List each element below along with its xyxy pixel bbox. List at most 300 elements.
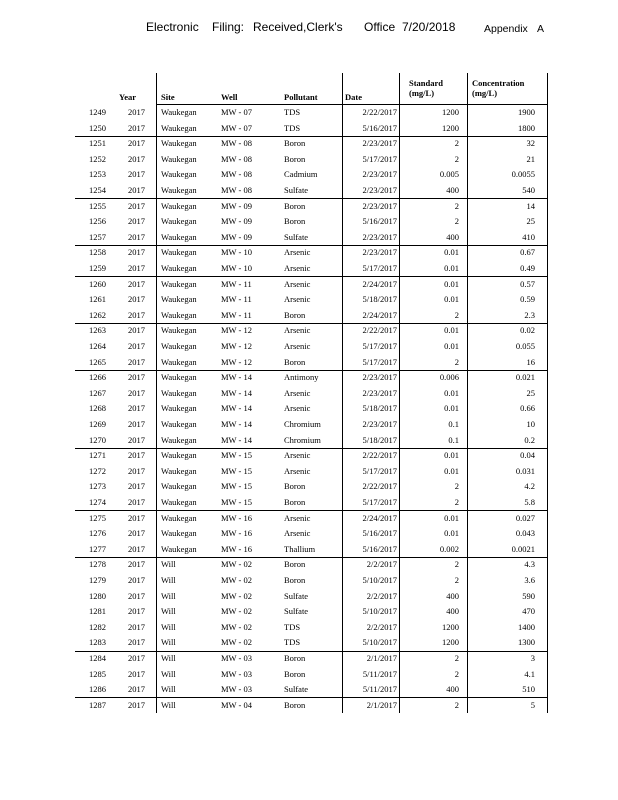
site-cell: Waukegan — [161, 465, 197, 476]
year-cell: 2017 — [128, 341, 145, 351]
standard-cell: 2 — [454, 481, 459, 492]
concentration-cell: 0.57 — [520, 278, 535, 289]
year-cell: 2017 — [128, 465, 145, 476]
date-cell: 2/23/2017 — [362, 169, 397, 180]
date-cell: 2/2/2017 — [366, 559, 397, 570]
year-cell: 2017 — [128, 403, 145, 414]
date-cell: 2/23/2017 — [362, 372, 397, 383]
site-cell: Waukegan — [161, 403, 197, 414]
row-id: 1276 — [89, 528, 106, 539]
concentration-cell: 5 — [530, 699, 535, 710]
date-cell: 5/11/2017 — [362, 668, 397, 679]
date-cell: 5/16/2017 — [362, 216, 397, 227]
site-cell: Waukegan — [161, 512, 197, 523]
date-cell: 5/18/2017 — [362, 294, 397, 305]
well-cell: MW - 11 — [221, 294, 252, 305]
year-cell: 2017 — [128, 543, 145, 554]
year-cell: 2017 — [128, 122, 145, 133]
standard-cell: 0.01 — [444, 278, 459, 289]
year-cell: 2017 — [128, 387, 145, 398]
pollutant-cell: Boron — [284, 200, 306, 211]
site-cell: Waukegan — [161, 278, 197, 289]
row-id: 1261 — [89, 294, 106, 305]
well-cell: MW - 07 — [221, 107, 253, 117]
site-cell: Waukegan — [161, 200, 197, 211]
year-cell: 2017 — [128, 590, 145, 601]
table-row — [75, 542, 548, 558]
well-cell: MW - 14 — [221, 434, 253, 445]
row-id: 1260 — [89, 278, 106, 289]
filing-stamp-received: Received,Clerk's — [253, 20, 343, 34]
table-row — [75, 323, 548, 339]
standard-cell: 2 — [454, 216, 459, 227]
concentration-cell: 5.8 — [524, 497, 535, 507]
standard-cell: 0.01 — [444, 247, 459, 258]
date-cell: 2/24/2017 — [362, 278, 397, 289]
concentration-cell: 0.59 — [520, 294, 535, 305]
standard-cell: 0.002 — [439, 543, 459, 554]
table-row — [75, 401, 548, 417]
date-cell: 2/22/2017 — [362, 481, 397, 492]
well-cell: MW - 16 — [221, 512, 253, 523]
standard-cell: 0.01 — [444, 512, 459, 523]
site-cell: Waukegan — [161, 450, 197, 461]
pollutant-cell: Arsenic — [284, 294, 311, 305]
table-row — [75, 417, 548, 433]
concentration-cell: 410 — [522, 231, 535, 242]
well-cell: MW - 14 — [221, 372, 253, 383]
well-cell: MW - 02 — [221, 575, 253, 585]
pollutant-cell: Chromium — [284, 419, 321, 429]
row-id: 1267 — [89, 387, 106, 398]
site-cell: Waukegan — [161, 169, 197, 180]
site-cell: Waukegan — [161, 387, 197, 398]
pollutant-cell: Arsenic — [284, 512, 311, 523]
row-id: 1274 — [89, 497, 106, 507]
date-cell: 2/1/2017 — [366, 653, 397, 663]
pollutant-cell: Arsenic — [284, 247, 311, 258]
row-id: 1254 — [89, 185, 106, 195]
site-cell: Waukegan — [161, 434, 197, 445]
standard-cell: 400 — [446, 231, 459, 242]
concentration-cell: 0.055 — [515, 341, 535, 351]
table-row — [75, 152, 548, 168]
row-id: 1257 — [89, 231, 106, 242]
table-row — [75, 339, 548, 355]
pollutant-cell: Cadmium — [284, 169, 318, 180]
pollutant-cell: TDS — [284, 107, 301, 117]
concentration-cell: 21 — [526, 153, 535, 164]
well-cell: MW - 03 — [221, 668, 253, 679]
well-cell: MW - 11 — [221, 309, 252, 320]
year-cell: 2017 — [128, 231, 145, 242]
year-cell: 2017 — [128, 699, 145, 710]
site-cell: Waukegan — [161, 497, 197, 507]
pollutant-cell: Boron — [284, 559, 306, 570]
row-id: 1286 — [89, 684, 106, 695]
pollutant-cell: Boron — [284, 699, 306, 710]
concentration-cell: 0.027 — [515, 512, 535, 523]
standard-cell: 0.005 — [439, 169, 459, 180]
standard-cell: 0.1 — [448, 419, 459, 429]
well-cell: MW - 12 — [221, 341, 253, 351]
standard-cell: 2 — [454, 699, 459, 710]
table-row — [75, 355, 548, 371]
well-cell: MW - 15 — [221, 481, 253, 492]
year-cell: 2017 — [128, 325, 145, 336]
year-cell: 2017 — [128, 575, 145, 585]
concentration-cell: 1900 — [518, 107, 535, 117]
standard-cell: 2 — [454, 559, 459, 570]
table-row — [75, 136, 548, 152]
row-id: 1249 — [89, 107, 106, 117]
site-cell: Waukegan — [161, 263, 197, 273]
date-cell: 2/1/2017 — [366, 699, 397, 710]
pollutant-cell: Sulfate — [284, 231, 309, 242]
col-header-year: Year — [119, 92, 136, 102]
standard-cell: 2 — [454, 497, 459, 507]
well-cell: MW - 14 — [221, 403, 253, 414]
standard-cell: 0.01 — [444, 403, 459, 414]
concentration-cell: 2.3 — [524, 309, 535, 320]
concentration-cell: 4.2 — [524, 481, 535, 492]
site-cell: Waukegan — [161, 294, 197, 305]
site-cell: Waukegan — [161, 341, 197, 351]
row-id: 1253 — [89, 169, 106, 180]
concentration-cell: 0.031 — [515, 465, 535, 476]
standard-cell: 400 — [446, 590, 459, 601]
date-cell: 5/17/2017 — [362, 153, 397, 164]
row-id: 1283 — [89, 637, 106, 648]
date-cell: 5/17/2017 — [362, 465, 397, 476]
concentration-cell: 4.3 — [524, 559, 535, 570]
well-cell: MW - 12 — [221, 325, 253, 336]
table-row — [75, 245, 548, 261]
concentration-cell: 510 — [522, 684, 535, 695]
pollutant-cell: TDS — [284, 621, 301, 632]
table-row — [75, 308, 548, 324]
standard-cell: 1200 — [442, 107, 459, 117]
site-cell: Will — [161, 590, 176, 601]
date-cell: 2/23/2017 — [362, 231, 397, 242]
table-row — [75, 573, 548, 589]
date-cell: 5/18/2017 — [362, 434, 397, 445]
pollutant-cell: Antimony — [284, 372, 319, 383]
col-header-standard — [409, 78, 443, 98]
well-cell: MW - 12 — [221, 356, 253, 367]
well-cell: MW - 07 — [221, 122, 253, 133]
date-cell: 2/24/2017 — [362, 512, 397, 523]
standard-cell: 0.006 — [439, 372, 459, 383]
site-cell: Waukegan — [161, 481, 197, 492]
site-cell: Waukegan — [161, 185, 197, 195]
table-row — [75, 667, 548, 683]
well-cell: MW - 16 — [221, 528, 253, 539]
filing-stamp-date: 7/20/2018 — [402, 20, 456, 34]
concentration-cell: 0.0055 — [511, 169, 535, 180]
row-id: 1282 — [89, 621, 106, 632]
standard-cell: 0.1 — [448, 434, 459, 445]
concentration-cell: 32 — [526, 138, 535, 149]
site-cell: Waukegan — [161, 122, 197, 133]
table-row — [75, 230, 548, 246]
site-cell: Waukegan — [161, 231, 197, 242]
table-row — [75, 199, 548, 215]
row-id: 1269 — [89, 419, 106, 429]
row-id: 1280 — [89, 590, 106, 601]
year-cell: 2017 — [128, 185, 145, 195]
year-cell: 2017 — [128, 216, 145, 227]
col-header-pollutant: Pollutant — [284, 92, 318, 102]
date-cell: 2/23/2017 — [362, 185, 397, 195]
year-cell: 2017 — [128, 637, 145, 648]
standard-cell: 2 — [454, 200, 459, 211]
row-id: 1270 — [89, 434, 106, 445]
pollutant-cell: Boron — [284, 481, 306, 492]
site-cell: Will — [161, 684, 176, 695]
site-cell: Will — [161, 621, 176, 632]
site-cell: Will — [161, 668, 176, 679]
row-id: 1271 — [89, 450, 106, 461]
concentration-cell: 4.1 — [524, 668, 535, 679]
pollutant-cell: Arsenic — [284, 341, 311, 351]
appendix-label: Appendix — [484, 23, 528, 35]
row-id: 1266 — [89, 372, 106, 383]
pollutant-cell: Sulfate — [284, 684, 309, 695]
row-id: 1281 — [89, 606, 106, 617]
standard-cell: 400 — [446, 606, 459, 617]
col-header-date: Date — [345, 92, 362, 102]
site-cell: Waukegan — [161, 309, 197, 320]
date-cell: 5/11/2017 — [362, 684, 397, 695]
year-cell: 2017 — [128, 263, 145, 273]
standard-cell: 2 — [454, 575, 459, 585]
date-cell: 5/17/2017 — [362, 341, 397, 351]
group-separator — [75, 557, 548, 558]
table-row — [75, 651, 548, 667]
concentration-cell: 0.66 — [520, 403, 535, 414]
table-row — [75, 526, 548, 542]
standard-cell: 0.01 — [444, 528, 459, 539]
date-cell: 5/18/2017 — [362, 403, 397, 414]
exceedance-table — [75, 73, 548, 713]
pollutant-cell: Boron — [284, 216, 306, 227]
year-cell: 2017 — [128, 434, 145, 445]
date-cell: 5/17/2017 — [362, 263, 397, 273]
row-id: 1279 — [89, 575, 106, 585]
table-row — [75, 121, 548, 137]
pollutant-cell: Boron — [284, 309, 306, 320]
standard-cell: 2 — [454, 309, 459, 320]
row-id: 1284 — [89, 653, 106, 663]
concentration-cell: 1800 — [518, 122, 535, 133]
year-cell: 2017 — [128, 606, 145, 617]
site-cell: Waukegan — [161, 153, 197, 164]
year-cell: 2017 — [128, 528, 145, 539]
group-separator — [75, 323, 548, 324]
pollutant-cell: Sulfate — [284, 606, 309, 617]
date-cell: 2/2/2017 — [366, 590, 397, 601]
concentration-cell: 25 — [526, 387, 535, 398]
site-cell: Waukegan — [161, 356, 197, 367]
date-cell: 5/16/2017 — [362, 528, 397, 539]
concentration-cell: 470 — [522, 606, 535, 617]
row-id: 1255 — [89, 200, 106, 211]
row-id: 1273 — [89, 481, 106, 492]
row-id: 1259 — [89, 263, 106, 273]
year-cell: 2017 — [128, 684, 145, 695]
col-header-concentration — [472, 78, 524, 98]
date-cell: 5/16/2017 — [362, 122, 397, 133]
year-cell: 2017 — [128, 450, 145, 461]
year-cell: 2017 — [128, 481, 145, 492]
concentration-cell: 14 — [526, 200, 535, 211]
concentration-cell: 590 — [522, 590, 535, 601]
year-cell: 2017 — [128, 200, 145, 211]
standard-cell: 0.01 — [444, 294, 459, 305]
table-row — [75, 464, 548, 480]
filing-stamp-electronic: Electronic — [146, 20, 199, 34]
row-id: 1252 — [89, 153, 106, 164]
row-id: 1275 — [89, 512, 106, 523]
well-cell: MW - 08 — [221, 138, 253, 149]
pollutant-cell: Arsenic — [284, 325, 311, 336]
filing-stamp-office: Office — [364, 20, 396, 34]
group-separator — [75, 510, 548, 511]
concentration-cell: 0.021 — [515, 372, 535, 383]
well-cell: MW - 08 — [221, 169, 253, 180]
well-cell: MW - 02 — [221, 621, 253, 632]
well-cell: MW - 02 — [221, 559, 253, 570]
concentration-cell: 0.49 — [520, 263, 535, 273]
year-cell: 2017 — [128, 419, 145, 429]
concentration-cell: 0.02 — [520, 325, 535, 336]
date-cell: 5/10/2017 — [362, 637, 397, 648]
concentration-cell: 0.0021 — [511, 543, 535, 554]
year-cell: 2017 — [128, 356, 145, 367]
row-id: 1250 — [89, 122, 106, 133]
group-separator — [75, 370, 548, 371]
row-id: 1256 — [89, 216, 106, 227]
well-cell: MW - 02 — [221, 590, 253, 601]
pollutant-cell: Boron — [284, 497, 306, 507]
well-cell: MW - 14 — [221, 387, 253, 398]
well-cell: MW - 14 — [221, 419, 253, 429]
table-row — [75, 589, 548, 605]
site-cell: Waukegan — [161, 528, 197, 539]
concentration-cell: 25 — [526, 216, 535, 227]
row-id: 1272 — [89, 465, 106, 476]
well-cell: MW - 03 — [221, 684, 253, 695]
concentration-cell: 3.6 — [524, 575, 535, 585]
concentration-cell: 1300 — [518, 637, 535, 648]
table-row — [75, 370, 548, 386]
standard-cell: 0.01 — [444, 465, 459, 476]
table-row — [75, 277, 548, 293]
standard-cell: 2 — [454, 356, 459, 367]
concentration-cell: 10 — [526, 419, 535, 429]
date-cell: 2/22/2017 — [362, 325, 397, 336]
pollutant-cell: Arsenic — [284, 403, 311, 414]
table-row — [75, 448, 548, 464]
pollutant-cell: TDS — [284, 637, 301, 648]
date-cell: 2/23/2017 — [362, 419, 397, 429]
year-cell: 2017 — [128, 247, 145, 258]
date-cell: 2/24/2017 — [362, 309, 397, 320]
concentration-cell: 0.04 — [520, 450, 535, 461]
standard-cell: 0.01 — [444, 387, 459, 398]
site-cell: Waukegan — [161, 419, 197, 429]
group-separator — [75, 198, 548, 199]
pollutant-cell: Arsenic — [284, 528, 311, 539]
year-cell: 2017 — [128, 138, 145, 149]
row-id: 1277 — [89, 543, 106, 554]
group-separator — [75, 651, 548, 652]
date-cell: 5/17/2017 — [362, 356, 397, 367]
well-cell: MW - 11 — [221, 278, 252, 289]
table-row — [75, 167, 548, 183]
year-cell: 2017 — [128, 294, 145, 305]
filing-stamp-filing: Filing: — [212, 20, 245, 34]
concentration-cell: 0.043 — [515, 528, 535, 539]
table-row — [75, 386, 548, 402]
pollutant-cell: Sulfate — [284, 590, 309, 601]
table-row — [75, 604, 548, 620]
group-separator — [75, 136, 548, 137]
year-cell: 2017 — [128, 668, 145, 679]
site-cell: Waukegan — [161, 372, 197, 383]
concentration-cell: 3 — [530, 653, 535, 663]
table-row — [75, 635, 548, 651]
table-row — [75, 557, 548, 573]
row-id: 1265 — [89, 356, 106, 367]
table-row — [75, 620, 548, 636]
col-header-well: Well — [221, 92, 238, 102]
table-row — [75, 698, 548, 714]
pollutant-cell: Sulfate — [284, 185, 309, 195]
pollutant-cell: Arsenic — [284, 263, 311, 273]
site-cell: Will — [161, 575, 176, 585]
year-cell: 2017 — [128, 169, 145, 180]
table-row — [75, 183, 548, 199]
site-cell: Will — [161, 559, 176, 570]
well-cell: MW - 15 — [221, 497, 253, 507]
date-cell: 2/22/2017 — [362, 107, 397, 117]
pollutant-cell: Boron — [284, 153, 306, 164]
well-cell: MW - 04 — [221, 699, 253, 710]
row-id: 1285 — [89, 668, 106, 679]
standard-cell: 0.01 — [444, 325, 459, 336]
pollutant-cell: Chromium — [284, 434, 321, 445]
date-cell: 2/23/2017 — [362, 138, 397, 149]
standard-cell: 400 — [446, 684, 459, 695]
standard-cell: 1200 — [442, 637, 459, 648]
table-row — [75, 511, 548, 527]
year-cell: 2017 — [128, 653, 145, 663]
row-id: 1264 — [89, 341, 106, 351]
row-id: 1262 — [89, 309, 106, 320]
date-cell: 2/2/2017 — [366, 621, 397, 632]
date-cell: 5/17/2017 — [362, 497, 397, 507]
standard-cell: 2 — [454, 653, 459, 663]
pollutant-cell: Arsenic — [284, 450, 311, 461]
site-cell: Will — [161, 653, 176, 663]
well-cell: MW - 09 — [221, 200, 253, 211]
table-row — [75, 261, 548, 277]
well-cell: MW - 15 — [221, 465, 253, 476]
col-header-concentration-unit: (mg/L) — [472, 88, 498, 98]
well-cell: MW - 09 — [221, 231, 253, 242]
